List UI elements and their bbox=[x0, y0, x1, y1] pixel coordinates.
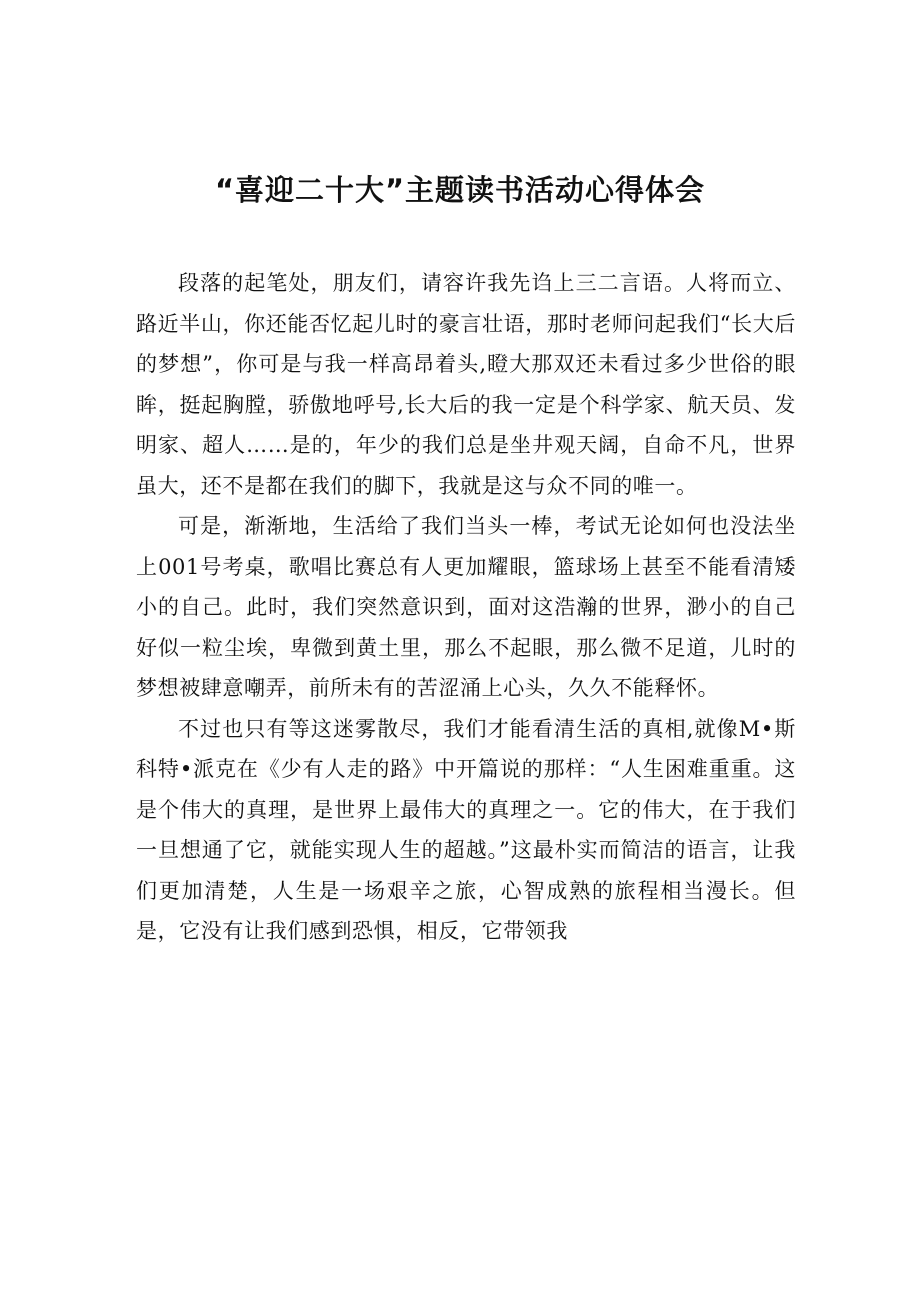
document-title: “喜迎二十大”主题读书活动心得体会 bbox=[214, 173, 706, 207]
paragraph: 可是，渐渐地，生活给了我们当头一棒，考试无论如何也没法坐上001号考桌，歌唱比赛总有人更加耀眼，篮球场上甚至不能看清矮小的自己。此时，我们突然意识到，面对这浩瀚的世界，渺小的自己好似一粒尘埃，卑微到黄土里，那么不起眼，那么微不足道，儿时的梦想被肆意嘲弄，前所未有的苦涩涌上心头，久久不能释怀。 bbox=[136, 514, 796, 700]
paragraph: 段落的起笔处，朋友们，请容许我先诌上三二言语。人将而立、路近半山，你还能否忆起儿时的豪言壮语，那时老师问起我们“长大后的梦想”，你可是与我一样高昂着头,瞪大那双还未看过多少世俗的眼眸，挺起胸膛，骄傲地呼号,长大后的我一定是个科学家、航天员、发明家、超人……是的，年少的我们总是坐井观天阔，自命不凡，世界虽大，还不是都在我们的脚下，我就是这与众不同的唯一。 bbox=[136, 271, 796, 498]
paragraph: 不过也只有等这迷雾散尽，我们才能看清生活的真相,就像M•斯科特•派克在《少有人走的路》中开篇说的那样：“人生困难重重。这是个伟大的真理，是世界上最伟大的真理之一。它的伟大，在于我们一旦想通了它，就能实现人生的超越。”这最朴实而简洁的语言，让我们更加清楚，人生是一场艰辛之旅，心智成熟的旅程相当漫长。但是，它没有让我们感到恐惧，相反，它带领我 bbox=[136, 716, 796, 943]
document-body bbox=[136, 263, 796, 952]
